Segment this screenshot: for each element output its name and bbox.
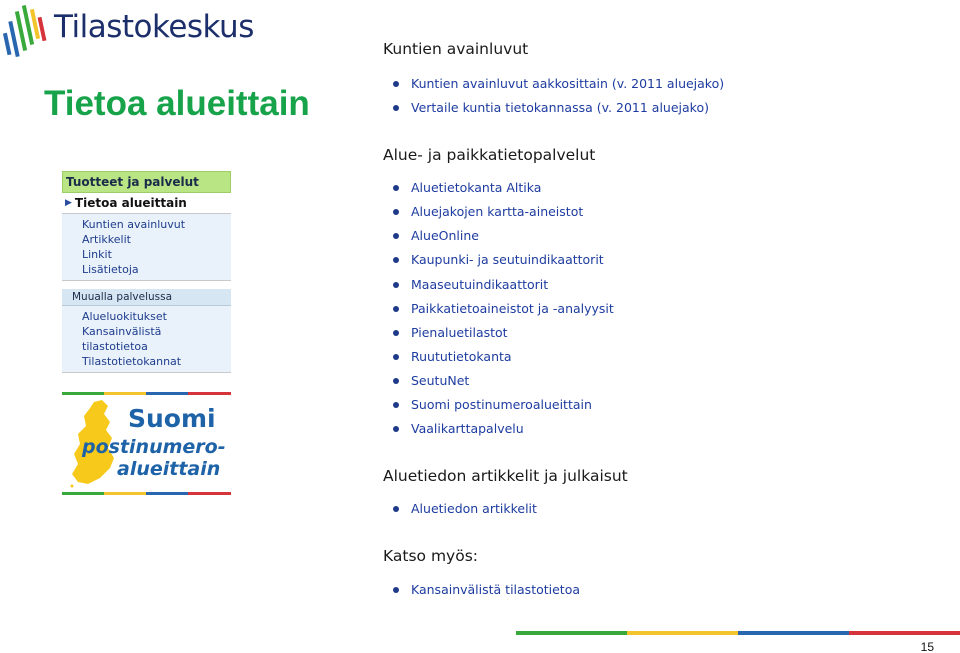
sidebar-item-artikkelit[interactable]: Artikkelit <box>82 233 131 246</box>
section-heading-katso-myos: Katso myös: <box>383 547 479 565</box>
bullet-icon <box>393 354 399 360</box>
bullet-icon <box>393 506 399 512</box>
triangle-right-icon: ▶ <box>65 197 72 208</box>
bullet-icon <box>393 233 399 239</box>
link-item[interactable] <box>393 582 580 597</box>
badge-top-bar-green <box>62 392 104 395</box>
link-item[interactable] <box>393 252 604 267</box>
tilastokeskus-logo[interactable] <box>2 3 254 63</box>
section-heading-kuntien-avainluvut: Kuntien avainluvut <box>383 40 529 58</box>
footer-bar-green <box>516 631 627 635</box>
postinumero-badge[interactable] <box>62 392 231 496</box>
link-text[interactable]: Maaseutuindikaattorit <box>411 277 549 292</box>
sidebar-nav <box>62 171 231 373</box>
page-title: Tietoa alueittain <box>44 84 310 123</box>
link-text[interactable]: Pienaluetilastot <box>411 325 508 340</box>
link-item[interactable] <box>393 373 469 388</box>
link-item[interactable] <box>393 501 537 516</box>
link-item[interactable] <box>393 325 508 340</box>
link-item[interactable] <box>393 301 614 316</box>
link-text[interactable]: Vaalikarttapalvelu <box>411 421 524 436</box>
sidebar-subheader: Muualla palvelussa <box>62 289 231 306</box>
sidebar-current-item[interactable] <box>62 193 231 214</box>
link-item[interactable] <box>393 180 541 195</box>
badge-title-suomi: Suomi <box>128 404 216 433</box>
sidebar-current-label: Tietoa alueittain <box>74 195 187 210</box>
bullet-icon <box>393 402 399 408</box>
link-text[interactable]: Aluetietokanta Altika <box>411 180 542 195</box>
link-text[interactable]: Kansainvälistä tilastotietoa <box>411 582 581 597</box>
footer-bar-blue <box>738 631 849 635</box>
link-text[interactable]: Paikkatietoaineistot ja -analyysit <box>411 301 614 316</box>
badge-title-postinumero: postinumero- <box>82 436 226 458</box>
sidebar-group-muualla <box>62 306 231 373</box>
bullet-icon <box>393 105 399 111</box>
bullet-icon <box>393 587 399 593</box>
bullet-icon <box>393 378 399 384</box>
sidebar-item-linkit[interactable]: Linkit <box>82 248 112 261</box>
footer-color-bars <box>516 631 960 635</box>
link-text[interactable]: Aluetiedon artikkelit <box>411 501 537 516</box>
link-item[interactable] <box>393 277 548 292</box>
bullet-icon <box>393 306 399 312</box>
badge-bottom-bar-blue <box>146 492 188 495</box>
bullet-icon <box>393 185 399 191</box>
link-item[interactable] <box>393 228 479 243</box>
page-number: 15 <box>920 640 934 653</box>
badge-top-bar-blue <box>146 392 188 395</box>
footer-bar-yellow <box>627 631 738 635</box>
bullet-icon <box>393 426 399 432</box>
sidebar-item-lisatietoja[interactable]: Lisätietoja <box>82 263 139 276</box>
link-item[interactable] <box>393 100 709 115</box>
sidebar-item-tilastotietoa[interactable]: tilastotietoa <box>82 340 148 353</box>
badge-top-bar-yellow <box>104 392 146 395</box>
sidebar-header[interactable]: Tuotteet ja palvelut <box>62 171 231 193</box>
link-item[interactable] <box>393 76 724 91</box>
sidebar-item-alueluokitukset[interactable]: Alueluokitukset <box>82 310 167 323</box>
link-text[interactable]: Kaupunki- ja seutuindikaattorit <box>411 252 604 267</box>
link-item[interactable] <box>393 349 512 364</box>
link-text[interactable]: SeutuNet <box>411 373 470 388</box>
bullet-icon <box>393 257 399 263</box>
bullet-icon <box>393 209 399 215</box>
sidebar-item-tilastotietokannat[interactable]: Tilastotietokannat <box>82 355 182 368</box>
badge-bottom-bar-green <box>62 492 104 495</box>
link-text[interactable]: AlueOnline <box>411 228 479 243</box>
sidebar-item-kuntien-avainluvut[interactable]: Kuntien avainluvut <box>82 218 186 231</box>
link-item[interactable] <box>393 204 583 219</box>
link-text[interactable]: Kuntien avainluvut aakkosittain (v. 2011 aluejako) <box>411 76 725 91</box>
sidebar-group <box>62 214 231 281</box>
link-text[interactable]: Vertaile kuntia tietokannassa (v. 2011 aluejako) <box>411 100 709 115</box>
bullet-icon <box>393 282 399 288</box>
badge-bottom-bar-red <box>188 492 231 495</box>
bullet-icon <box>393 330 399 336</box>
badge-bottom-bar-yellow <box>104 492 146 495</box>
link-item[interactable] <box>393 397 592 412</box>
section-heading-artikkelit: Aluetiedon artikkelit ja julkaisut <box>383 467 628 485</box>
badge-title-alueittain: alueittain <box>117 458 221 480</box>
section-heading-alue-paikkatieto: Alue- ja paikkatietopalvelut <box>383 146 596 164</box>
link-text[interactable]: Suomi postinumeroalueittain <box>411 397 592 412</box>
logo-text: Tilastokeskus <box>54 9 254 45</box>
link-text[interactable]: Ruututietokanta <box>411 349 512 364</box>
logo-mark-icon <box>2 3 50 61</box>
link-text[interactable]: Aluejakojen kartta-aineistot <box>411 204 584 219</box>
badge-top-bar-red <box>188 392 231 395</box>
link-item[interactable] <box>393 421 524 436</box>
bullet-icon <box>393 81 399 87</box>
footer-bar-red <box>849 631 960 635</box>
sidebar-item-kansainvalista[interactable]: Kansainvälistä <box>82 325 162 338</box>
